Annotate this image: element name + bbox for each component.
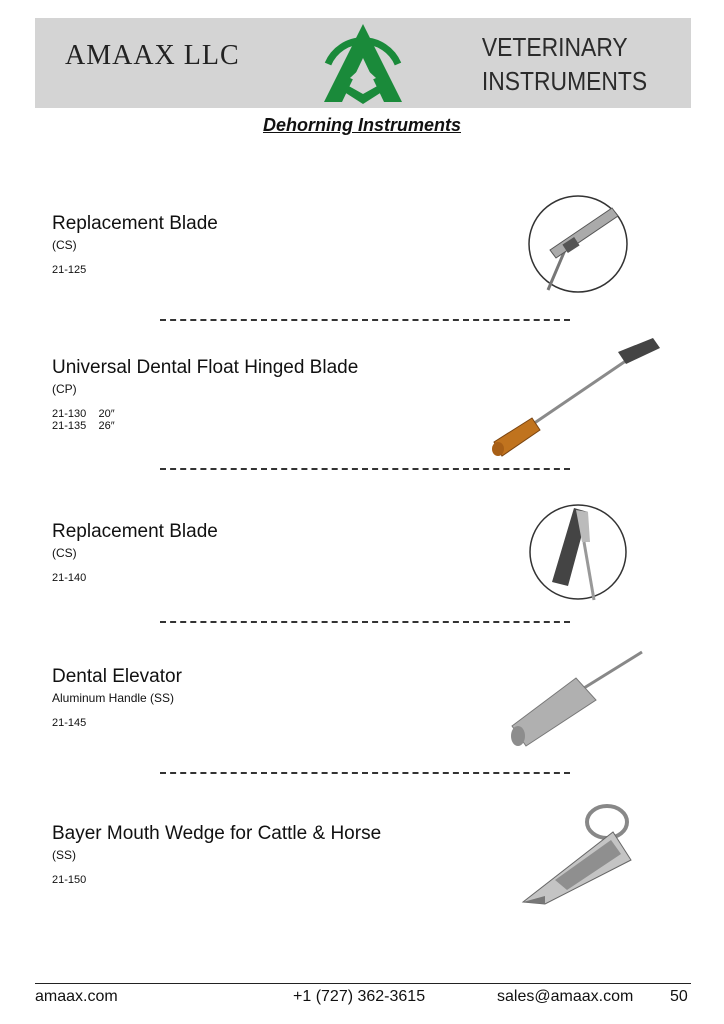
product-item [52, 520, 482, 584]
product-codes [52, 264, 482, 276]
product-material: Aluminum Handle (SS) [52, 691, 175, 705]
product-codes [52, 408, 482, 432]
product-name: Replacement Blade [52, 213, 218, 234]
product-name: Universal Dental Float Hinged Blade [52, 357, 359, 378]
product-code: 21-145 [52, 717, 87, 729]
company-logo-icon [318, 22, 408, 106]
section-divider [160, 319, 570, 321]
footer-phone: +1 (727) 362-3615 [293, 988, 426, 1005]
dental-elevator-image [504, 648, 649, 748]
footer-website[interactable]: amaax.com [35, 988, 118, 1005]
mouth-wedge-image [515, 800, 640, 908]
product-code: 21-130 20″ [52, 408, 115, 420]
section-title: Dehorning Instruments [262, 115, 461, 135]
product-material: (CP) [52, 382, 77, 396]
product-code: 21-125 [52, 264, 87, 276]
product-name: Replacement Blade [52, 521, 218, 542]
product-codes [52, 572, 482, 584]
product-code: 21-150 [52, 874, 87, 886]
section-divider [160, 621, 570, 623]
product-item [52, 665, 482, 729]
product-code: 21-135 26″ [52, 420, 115, 432]
footer-divider [35, 983, 691, 984]
product-material: (SS) [52, 848, 76, 862]
section-divider [160, 772, 570, 774]
page-number: 50 [670, 988, 688, 1005]
product-item [52, 822, 482, 886]
product-item [52, 212, 482, 276]
replacement-blade-image [520, 190, 640, 302]
product-codes [52, 874, 482, 886]
product-item [52, 356, 482, 432]
product-material: (CS) [52, 238, 77, 252]
dental-float-image [488, 334, 663, 464]
tagline-line-2: INSTRUMENTS [481, 66, 648, 96]
section-divider [160, 468, 570, 470]
replacement-blade-image [524, 502, 636, 606]
product-name: Dental Elevator [52, 666, 182, 687]
page-header [35, 18, 691, 108]
product-codes [52, 717, 482, 729]
footer-email[interactable]: sales@amaax.com [497, 988, 634, 1005]
product-code: 21-140 [52, 572, 87, 584]
header-tagline [481, 30, 648, 98]
product-material: (CS) [52, 546, 77, 560]
tagline-line-1: VETERINARY [481, 32, 628, 62]
product-name: Bayer Mouth Wedge for Cattle & Horse [52, 823, 382, 844]
brand-name: AMAAX LLC [65, 40, 240, 71]
